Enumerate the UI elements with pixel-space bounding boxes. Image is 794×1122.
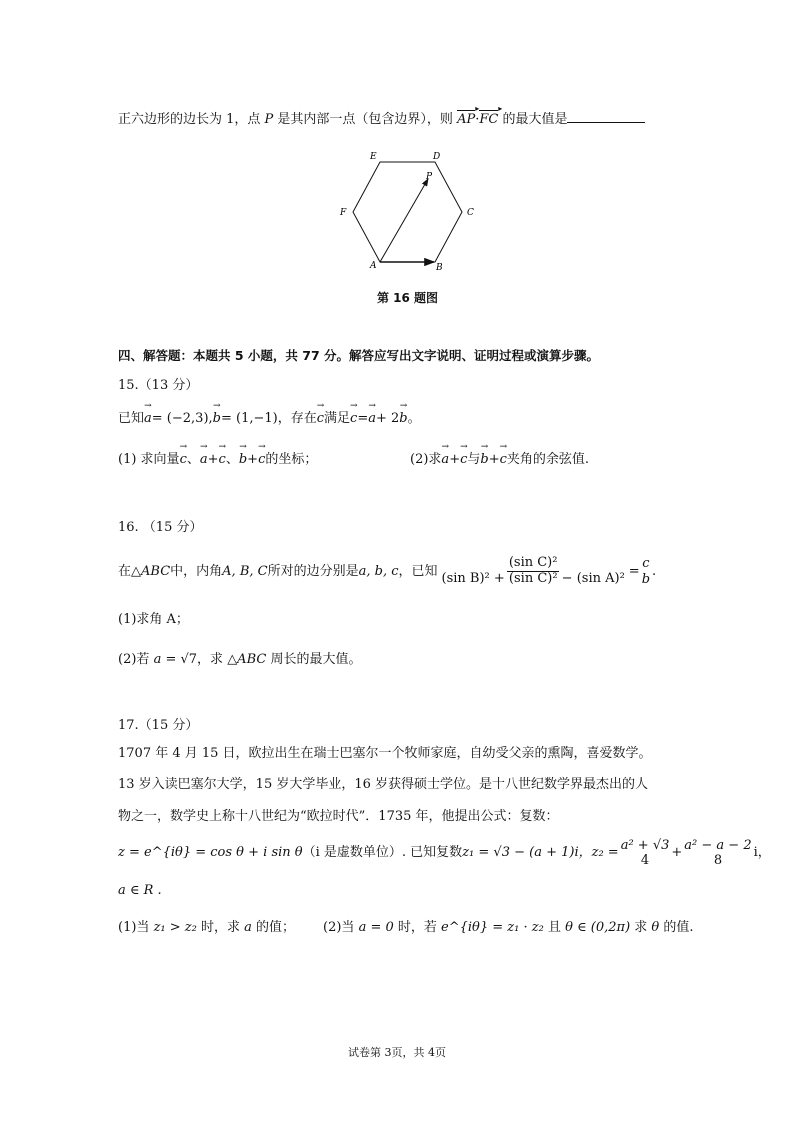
q16-fraction [440,556,627,587]
q15-given-a: 已知 [118,411,145,426]
q17-part1-a: (1)当 [118,920,154,935]
vector-ap-arrow [380,179,428,262]
q17-z2-frac1 [621,838,670,869]
q17-z2-f2-num: a² − a − 2 [684,838,752,853]
q15-c-plus: + 2 [376,411,400,426]
hexagon-figure [330,145,490,275]
q16-frac-den: (sin B)² + (sin C)² − (sin A)² [441,571,625,587]
q16-part1: (1)求角 A； [118,612,189,627]
q17-z2-f1-den: 4 [640,852,650,868]
q16-stem-c: 所对的边分别是 [267,563,359,579]
q16-stem-a: 在 [118,563,132,579]
intro-text-b: 是其内部一点（包含边界），则 [273,112,458,127]
q16-number: 16. （15 分） [118,520,203,535]
q15-part1-a: (1) 求向量 [118,452,180,467]
q16-stem-d: ，已知 [398,563,438,579]
q17-euler-formula: z = e^{iθ} = cos θ + i sin θ [118,845,303,861]
point-p: P [264,112,274,127]
vec-c: → c [317,411,324,427]
q17-a-in: a ∈ R . [118,883,162,898]
vec-c-3: → c [180,452,187,468]
q15-plus-1: + [207,452,219,467]
answer-blank [567,112,645,123]
label-p: P [426,172,433,182]
q16-rhs-num: c [642,556,650,571]
q15-part1-b: 、 [186,452,200,467]
q16-triangle: △ABC [131,563,171,579]
vec-a-4: → a [441,452,449,468]
q16-frac-num: (sin C)² [508,555,558,571]
intro-text-a: 正六边形的边长为 1，点 [118,112,265,127]
q17-part1-var: a [244,920,252,935]
q15-stem [118,411,421,427]
vec-b: → b [213,411,221,427]
q15-part2 [410,452,589,468]
q16-sqrt7: √7 [180,652,198,667]
q17-z2-f1-num: a² + √3 [620,838,670,853]
q15-part1 [118,452,317,468]
vec-c-5: → c [258,452,265,468]
vec-c-7: → c [500,452,507,468]
label-c: C [467,208,474,218]
label-d: D [433,152,441,162]
q16-part2-b: ，求 [197,652,228,667]
q15-given-c: 满足 [324,411,351,426]
q17-z1: z₁ = √3 − (a + 1)i [462,845,579,861]
q16-angles: A, B, C [222,563,268,579]
vec-c-6: → c [460,452,467,468]
q15-c-eq: = [357,411,369,426]
q17-part2-a: (2)当 [323,920,359,935]
q16-eq: = [628,563,640,579]
section-heading: 四、解答题：本题共 5 小题，共 77 分。解答应写出文字说明、证明过程或演算步骤。 [118,348,600,363]
q17-part2-range: θ ∈ (0,2π) [565,920,631,935]
hexagon-shape [353,162,462,262]
q17-euler-line [118,838,771,869]
vec-b-3: → b [239,452,247,468]
q17-part2-var: θ [651,920,660,935]
q16-rhs-den: b [641,571,651,587]
vector-fc: FC ▸ [479,110,498,128]
vec-b-2: → b [399,411,407,427]
q15-given-b: ，存在 [277,411,317,426]
q15-given-end: 。 [407,411,421,426]
vector-ap: AP ▸ [457,110,475,128]
q16-triangle-2: △ABC [227,652,267,667]
q17-part2-d: 求 [630,920,652,935]
q16-part2-a: (2)若 [118,652,154,667]
q16-rhs [642,556,650,587]
vec-a-2: → a [368,411,376,427]
q16-part2-eq: a = [153,652,181,667]
q15-part2-b: 与 [467,452,481,467]
q15-part1-c: 、 [225,452,239,467]
q15-plus-4: + [488,452,500,467]
q17-z2-f2-den: 8 [713,852,723,868]
q16-stem-end: . [652,563,657,579]
q17-part1-c: 的值； [251,920,296,935]
q15-b-def: = (1,−1) [220,411,278,426]
vec-b-4: → b [480,452,488,468]
q17-number: 17.（15 分） [118,718,199,733]
label-e: E [370,152,377,162]
q17-part1-cond: z₁ > z₂ [153,920,197,935]
q16-part2 [118,652,361,668]
intro-line [118,110,645,128]
dot-operator: · [475,112,480,127]
q17-part2-c: 且 [543,920,566,935]
q17-part2 [323,920,694,936]
q16-stem-b: 中，内角 [170,563,223,579]
q15-number: 15.（13 分） [118,378,199,393]
q17-part1-b: 时，求 [196,920,245,935]
q17-part2-cond: a = 0 [358,920,394,935]
q17-z2-pre: ，z₂ = [578,845,619,861]
q15-part2-a: (2)求 [410,452,442,467]
vec-c-2: → c [350,411,357,427]
vec-a: → a [144,411,152,427]
vec-a-3: → a [200,452,208,468]
q17-z2-i: i， [753,845,771,861]
figure-caption: 第 16 题图 [377,291,439,305]
q17-z2-plus: + [671,845,683,861]
q17-part2-b: 时，若 [393,920,442,935]
q15-a-def: = (−2,3), [151,411,213,426]
q17-line2: 13 岁入读巴塞尔大学，15 岁大学毕业，16 岁获得硕士学位。是十八世纪数学界最杰出的人 [118,777,649,792]
q17-line4-a: （i 是虚数单位）. 已知复数 [302,845,463,861]
q15-part1-end: 的坐标； [265,452,318,467]
q17-line1: 1707 年 4 月 15 日，欧拉出生在瑞士巴塞尔一个牧师家庭，自幼受父亲的熏陶，喜爱数学。 [118,746,652,761]
q16-sides: a, b, c [358,563,399,579]
q15-plus-2: + [247,452,259,467]
label-b: B [436,263,443,273]
q17-line3: 物之一，数学史上称十八世纪为“欧拉时代”．1735 年，他提出公式：复数： [118,809,559,824]
q16-part2-c: 周长的最大值。 [266,652,362,667]
q16-stem [118,556,656,587]
q17-part2-eq: e^{iθ} = z₁ · z₂ [441,920,544,935]
q17-part1 [118,920,295,936]
page-footer: 试卷第 3页，共 4页 [348,1046,446,1059]
q15-plus-3: + [449,452,461,467]
q17-a-domain [118,883,162,899]
q15-part2-end: 夹角的余弦值. [506,452,590,467]
q17-z2-frac2 [684,838,751,869]
label-a: A [370,261,377,271]
vec-c-4: → c [219,452,226,468]
intro-text-c: 的最大值是 [498,112,568,127]
q17-part2-e: 的值. [659,920,694,935]
label-f: F [340,208,347,218]
